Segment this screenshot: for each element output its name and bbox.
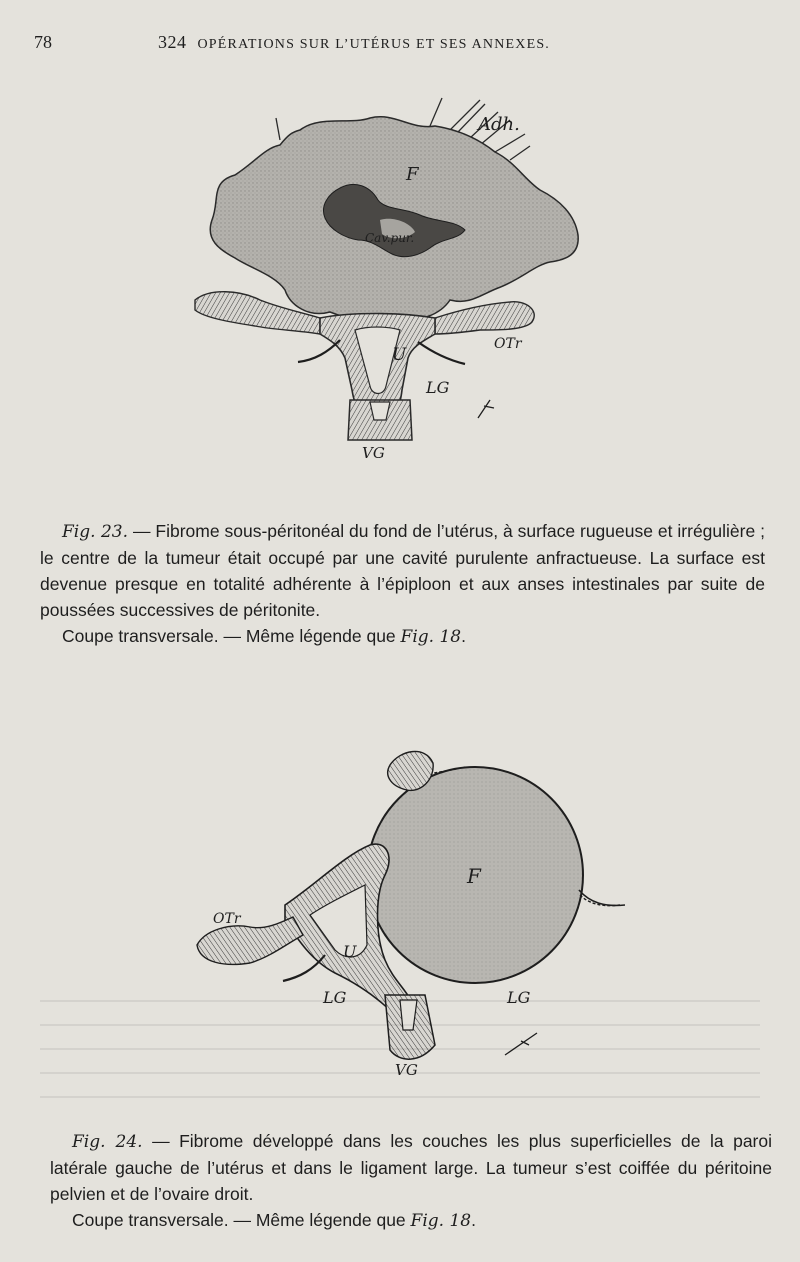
label-u: U [392,345,407,365]
running-title [158,32,550,53]
folio-number: 78 [34,32,52,52]
label-vg-24: VG [395,1061,418,1079]
figure-23-caption [40,518,765,650]
caption-24-coupe [50,1207,772,1234]
caption-24-body [50,1128,772,1207]
caption-23-coupe [40,623,765,650]
label-vg: VG [362,444,385,462]
right-tube [435,302,534,334]
coupe-24-suffix: . [471,1210,476,1230]
show-through-bleed [40,1000,760,1110]
coupe-24-prefix: Coupe transversale. — Même légende que [72,1210,411,1230]
label-otr: OTr [494,336,522,352]
figure-23-illustration [180,90,600,470]
caption-23-label: Fig. 23. [62,522,129,542]
coupe-23-suffix: . [461,626,466,646]
label-lg-right: LG [507,988,531,1007]
label-lg-left: LG [323,988,347,1007]
running-header [34,32,774,56]
signature-mark [478,400,494,418]
chapter-title: OPÉRATIONS SUR L’UTÉRUS ET SES ANNEXES. [197,37,551,52]
coupe-23-ref: Fig. 18 [400,627,462,647]
label-cav-pur: Cav.pur. [365,231,415,245]
label-u-24: U [343,942,357,961]
coupe-24-ref: Fig. 18 [410,1211,472,1231]
coupe-23-prefix: Coupe transversale. — Même légende que [62,626,401,646]
caption-23-body [40,518,765,623]
caption-24-text: — Fibrome développé dans les couches les plus superficielles de la paroi latérale gauche de l’utérus et dans le ligament large. La tumeur s’est coiffée du péritoine pelvien et de l’ovaire droit. [50,1131,772,1204]
label-otr-24: OTr [213,911,241,927]
page-number: 324 [158,32,187,52]
label-f: F [406,164,419,185]
label-f-24: F [467,864,481,888]
figure-24-caption [50,1128,772,1234]
label-adh: Adh. [478,114,520,135]
caption-24-label: Fig. 24. [72,1132,143,1152]
caption-23-text: — Fibrome sous-péritonéal du fond de l’utérus, à surface rugueuse et irrégulière ; le centre de la tumeur était occupé par une cavité purulente anfractueuse. La surface est devenue presque en totalité adhérente à l’épiploon et aux anses intestinales par suite de poussées successives de péritonite. [40,521,765,620]
label-lg: LG [426,378,450,397]
